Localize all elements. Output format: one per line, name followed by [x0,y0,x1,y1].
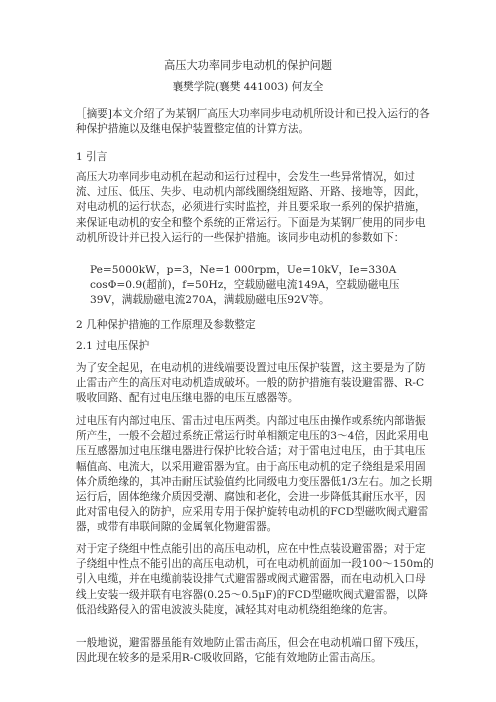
section-2-heading: 2 几种保护措施的工作原理及参数整定 [76,319,256,331]
section-2-1-heading: 2.1 过电压保护 [76,340,150,352]
doc-title: 高压大功率同步电动机的保护问题 [164,59,332,72]
author-line: 襄樊学院(襄樊 441003) 何友全 [172,81,324,93]
section-1-heading: 1 引言 [76,151,108,163]
section-2-1-paragraph-2: 过电压有内部过电压、雷击过电压两类。内部过电压由操作或系统内部谐振所产生，一般不会超过系统正常运行时单相额定电压的3～4倍，因此采用电压互感器加过电压继电器进行保护比较合适；对于雷电过电压，由于其电压幅值高、电流大，以采用避雷器为宜。由于高压电动机的定子绕组是采用固体介质绝缘的，其冲击耐压试验值约比同级电力变压器低1/3左右。加之长期运行后，固体绝缘介质因受潮、腐蚀和老化，会进一步降低其耐压水平，因此对雷电侵入的防护，应采用专用于保护旋转电动机的FCD型磁吹阀式避雷器，或带有串联间隙的金属氧化物避雷器。 [76,415,433,534]
section-2-1-paragraph-3: 对于定子绕组中性点能引出的高压电动机，应在中性点装设避雷器；对于定子绕组中性点不能引出的高压电动机，可在电动机前面加一段100～150m的引入电缆，并在电缆前装设排气式避雷器或阀式避雷器，而在电动机入口母线上安装一级并联有电容器(0.25～0.5μF)的FCD型磁吹阀式避雷器，以降低沿线路侵入的雷电波波头陡度，减轻其对电动机绕组绝缘的危害。 [76,543,434,616]
section-2-1-paragraph-1: 为了安全起见，在电动机的进线端要设置过电压保护装置，这主要是为了防止雷击产生的高压对电动机造成破坏。一般的防护措施有装设避雷器、R-C吸收回路、配有过电压继电器的电压互感器等。 [76,362,426,405]
motor-parameters: Pe=5000kW，p=3，Ne=1 000rpm，Ue=10kV，Ie=330A cosΦ=0.9(超前)，f=50Hz，空载励磁电流149A，空载励磁电压39V，满载励磁电流270A，满载励磁电压92V等。 [90,264,400,307]
section-2-1-paragraph-4: 一般地说，避雷器虽能有效地防止雷击高压，但会在电动机端口留下残压，因此现在较多的是采用R-C吸收回路，它能有效地防止雷击高压。 [76,637,426,665]
abstract: ［摘要]本文介绍了为某钢厂高压大功率同步电动机所设计和已投入运行的各种保护措施以及继电保护装置整定值的计算方法。 [76,108,430,136]
section-1-paragraph: 高压大功率同步电动机在起动和运行过程中，会发生一些异常情况，如过流、过压、低压、失步、电动机内部线圈绕组短路、开路、接地等，因此，对电动机的运行状态，必须进行实时监控，并且要采取一系列的保护措施，来保证电动机的安全和整个系统的正常运行。下面是为某钢厂使用的同步电动机所设计并已投入运行的一些保护措施。该同步电动机的参数如下： [76,171,426,244]
